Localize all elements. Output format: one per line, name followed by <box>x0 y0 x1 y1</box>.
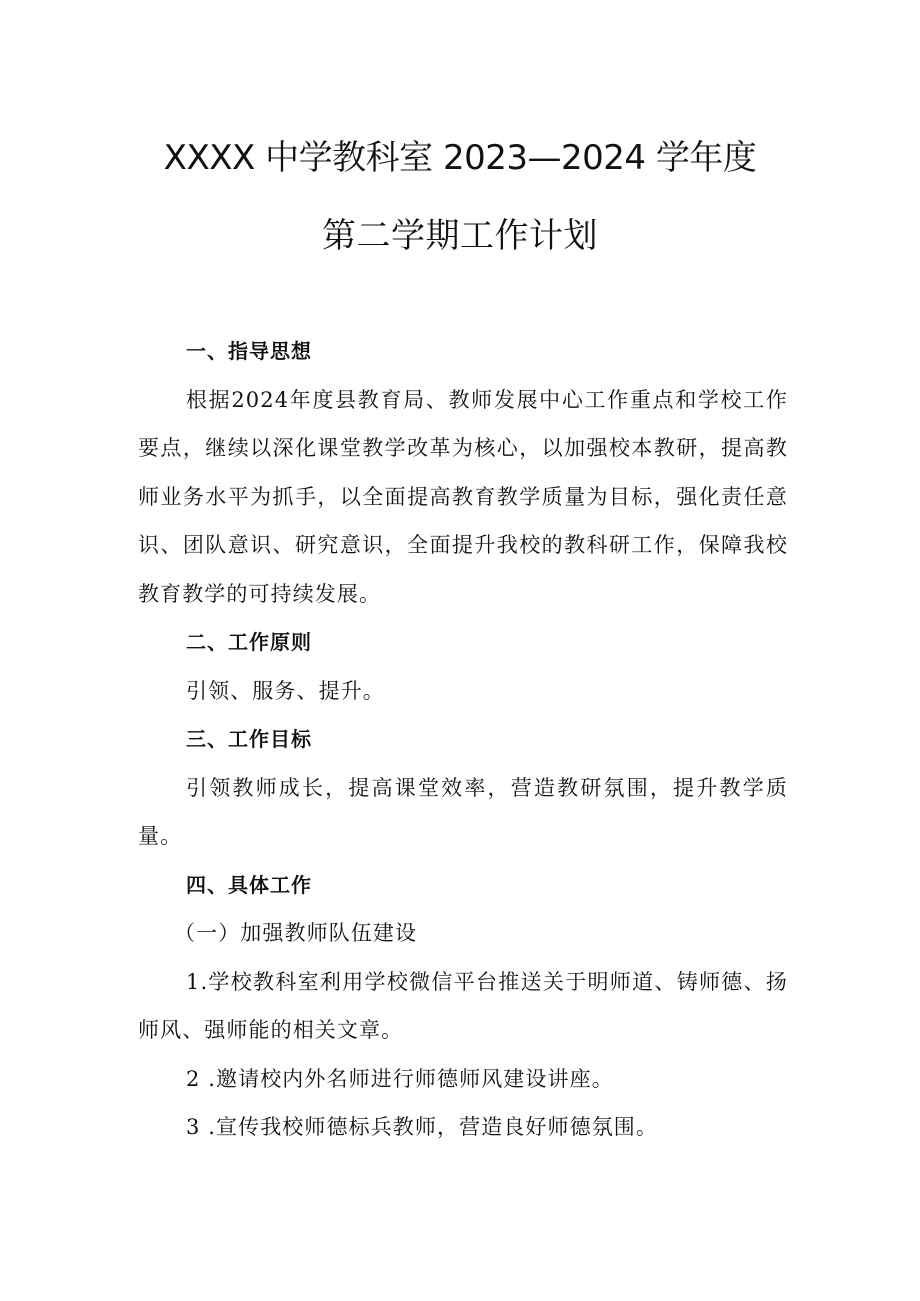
section-paragraph-work-principles: 引领、服务、提升。 <box>186 678 385 703</box>
list-item-1: 1.学校教科室利用学校微信平台推送关于明师道、铸师德、扬师风、强师能的相关文章。 <box>138 969 788 1042</box>
section-heading-work-principles: 二、工作原则 <box>186 630 312 654</box>
section-paragraph-guiding-ideology: 根据2024年度县教育局、教师发展中心工作重点和学校工作要点，继续以深化课堂教学改革为核心，以加强校本教研，提高教师业务水平为抓手，以全面提高教育教学质量为目标，强化责任意识、团队意识、研究意识，全面提升我校的教科研工作，保障我校教育教学的可持续发展。 <box>138 387 788 606</box>
document-title-line-1: XXXX 中学教科室 2023—2024 学年度 <box>163 138 757 178</box>
section-heading-guiding-ideology: 一、指导思想 <box>186 339 312 363</box>
document-body <box>138 327 788 1152</box>
subsection-heading-teacher-team: （一）加强教师队伍建设 <box>174 921 418 945</box>
list-item-2: 2 .邀请校内外名师进行师德师风建设讲座。 <box>186 1066 614 1091</box>
list-item-3: 3 .宣传我校师德标兵教师，营造良好师德氛围。 <box>186 1115 659 1139</box>
section-paragraph-work-goals: 引领教师成长，提高课堂效率，营造教研氛围，提升教学质量。 <box>138 775 788 848</box>
section-heading-work-goals: 三、工作目标 <box>186 727 312 751</box>
document-title-line-2: 第二学期工作计划 <box>322 216 598 256</box>
section-heading-specific-work: 四、具体工作 <box>186 872 312 897</box>
